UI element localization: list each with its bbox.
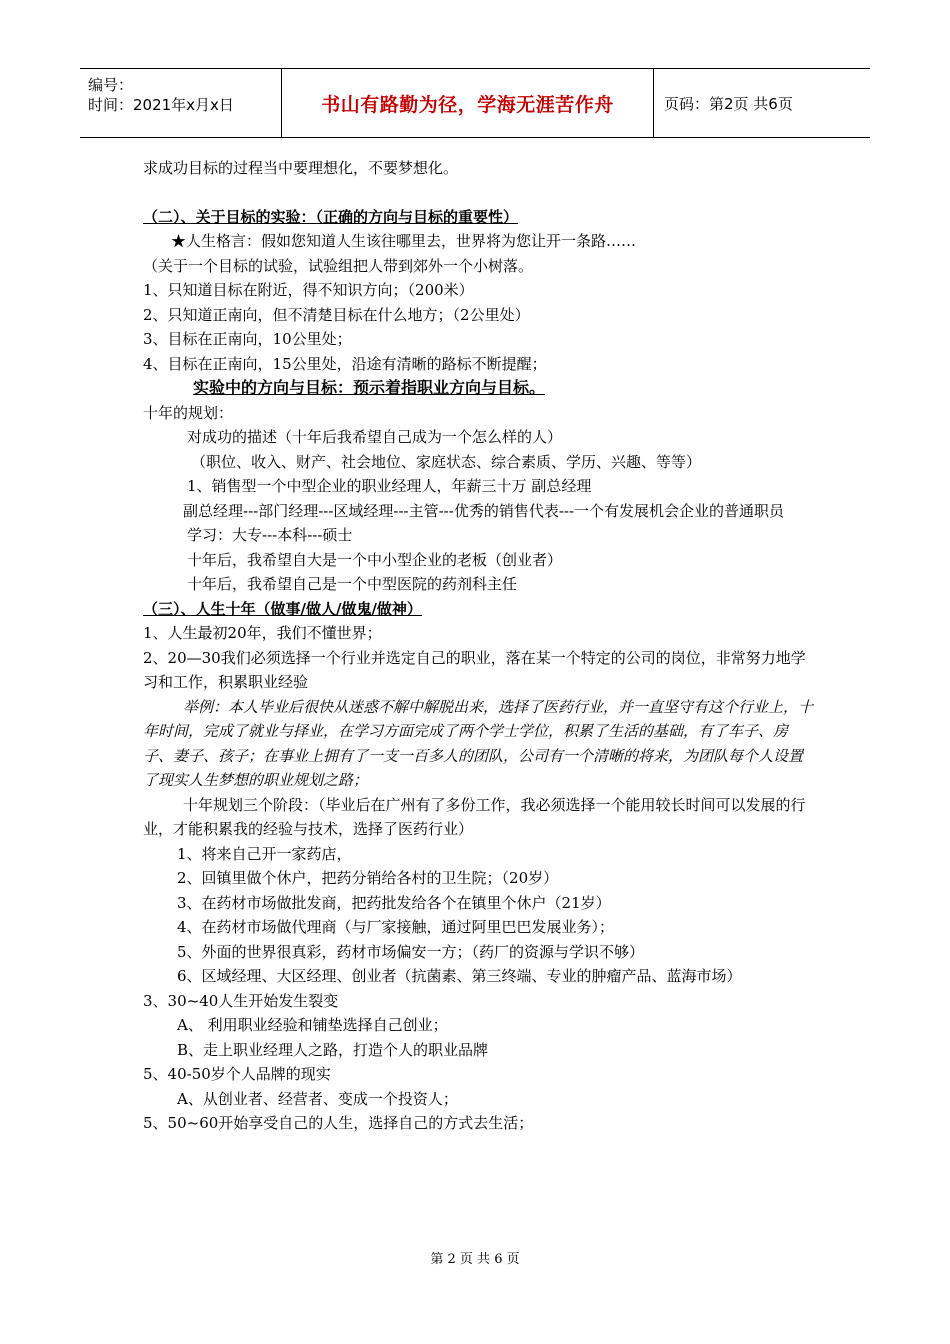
stage-5: 5、外面的世界很真彩，药材市场偏安一方；（药厂的资源与学识不够）	[177, 942, 645, 961]
section-2-heading: （二）、关于目标的实验：（正确的方向与目标的重要性）	[143, 207, 519, 226]
experiment-intro: （关于一个目标的试验，试验组把人带到郊外一个小树落。	[143, 256, 534, 275]
page-footer: 第 2 页 共 6 页	[430, 1252, 520, 1267]
header-page-label: 页码：第2页 共6页	[664, 94, 793, 113]
experiment-item-1: 1、只知道目标在附近，得不知识方向；（200米）	[143, 281, 474, 299]
life-stage-3: 3、30~40人生开始发生裂变	[143, 991, 339, 1010]
success-factors: （职位、收入、财产、社会地位、家庭状态、综合素质、学历、兴趣、等等）	[191, 452, 702, 471]
life-stage-5a: A、从创业者、经营者、变成一个投资人；	[177, 1089, 458, 1108]
plan-title: 十年的规划：	[143, 403, 234, 422]
section-3-heading: （三）、人生十年（做事/做人/做鬼/做神）	[143, 599, 422, 618]
life-stage-6: 5、50~60开始享受自己的人生，选择自己的方式去生活；	[143, 1114, 534, 1132]
experiment-item-3: 3、目标在正南向，10公里处；	[143, 330, 352, 348]
number-label: 编号：	[88, 76, 134, 94]
life-stage-2: 2、20—30我们必须选择一个行业并选定自己的职业，落在某一个特定的公司的岗位，非常努力地学习和工作，积累职业经验	[143, 648, 806, 691]
life-stage-1: 1、人生最初20年，我们不懂世界；	[143, 624, 382, 642]
goal-3: 十年后，我希望自己是一个中型医院的药剂科主任	[187, 575, 518, 593]
life-stage-3b: B、走上职业经理人之路，打造个人的职业品牌	[177, 1040, 489, 1059]
three-stages: 十年规划三个阶段：（毕业后在广州有了多份工作，我必须选择一个能用较长时间可以发展的行业，才能积累我的经验与技术，选择了医药行业）	[143, 795, 806, 838]
stage-4: 4、在药材市场做代理商（与厂家接触，通过阿里巴巴发展业务）；	[177, 918, 615, 936]
header-motto: 书山有路勤为径，学海无涯苦作舟	[282, 69, 654, 137]
success-description: 对成功的描述（十年后我希望自己成为一个怎么样的人）	[187, 428, 563, 446]
life-stage-5: 5、40-50岁个人品牌的现实	[143, 1065, 331, 1083]
page-header	[80, 68, 870, 138]
study-path: 学习：大专---本科---硕士	[187, 526, 353, 544]
experiment-item-2: 2、只知道正南向，但不清楚目标在什么地方；（2公里处）	[143, 305, 530, 324]
career-path: 副总经理---部门经理---区域经理---主管---优秀的销售代表---一个有发展机会企业的普通职员	[183, 501, 785, 520]
date-label: 时间：2021年x月x日	[88, 96, 234, 114]
experiment-conclusion: 实验中的方向与目标：预示着指职业方向与目标。	[193, 378, 546, 397]
stage-3: 3、在药材市场做批发商，把药批发给各个在镇里个休户（21岁）	[177, 893, 611, 912]
motto-line: ★人生格言：假如您知道人生该往哪里去，世界将为您让开一条路……	[171, 232, 637, 250]
goal-1: 1、销售型一个中型企业的职业经理人，年薪三十万 副总经理	[187, 477, 592, 495]
life-stage-3a: A、 利用职业经验和铺垫选择自己创业；	[177, 1016, 448, 1034]
goal-2: 十年后，我希望自大是一个中小型企业的老板（创业者）	[187, 550, 563, 569]
stage-1: 1、将来自己开一家药店，	[177, 844, 352, 863]
header-meta	[80, 69, 282, 137]
intro-line: 求成功目标的过程当中要理想化，不要梦想化。	[143, 159, 459, 177]
example-paragraph: 举例：本人毕业后很快从迷惑不解中解脱出来，选择了医药行业，并一直坚守有这个行业上，十年时间，完成了就业与择业，在学习方面完成了两个学士学位，积累了生活的基础，有了车子、房子、妻子、孩子；在事业上拥有了一支一百多人的团队，公司有一个清晰的将来，为团队每个人设置了现实人生梦想的职业规划之路；	[143, 697, 814, 789]
experiment-item-4: 4、目标在正南向，15公里处，沿途有清晰的路标不断提醒；	[143, 354, 547, 373]
stage-6: 6、区域经理、大区经理、创业者（抗菌素、第三终端、专业的肿瘤产品、蓝海市场）	[177, 967, 742, 985]
stage-2: 2、回镇里做个休户，把药分销给各村的卫生院；（20岁）	[177, 869, 559, 887]
document-body	[143, 156, 815, 1136]
